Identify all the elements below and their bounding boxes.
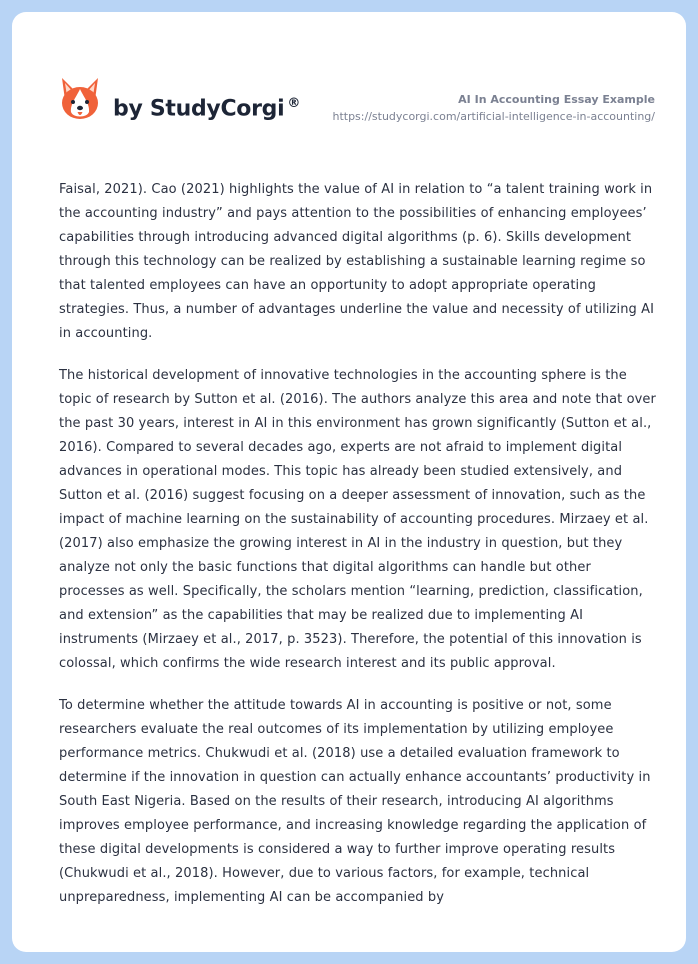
document-page	[12, 12, 686, 952]
document-title: AI In Accounting Essay Example	[458, 93, 655, 106]
corgi-logo-icon	[59, 76, 101, 122]
registered-mark: ®	[287, 96, 301, 111]
document-url[interactable]: https://studycorgi.com/artificial-intelligence-in-accounting/	[332, 110, 655, 123]
brand-name[interactable]	[113, 96, 300, 121]
essay-body	[59, 178, 659, 928]
paragraph: The historical development of innovative technologies in the accounting sphere is the topic of research by Sutton et al. (2016). The authors analyze this area and note that over the past 30 years, interest in AI in this environment has grown significantly (Sutton et al., 2016). Compared to several decades ago, experts are not afraid to implement digital advances in operational modes. This topic has already been studied extensively, and Sutton et al. (2016) suggest focusing on a deeper assessment of innovation, such as the impact of machine learning on the sustainability of accounting procedures. Mirzaey et al. (2017) also emphasize the growing interest in AI in the industry in question, but they analyze not only the basic functions that digital algorithms can handle but other processes as well. Specifically, the scholars mention “learning, prediction, classification, and extension” as the capabilities that may be realized due to implementing AI instruments (Mirzaey et al., 2017, p. 3523). Therefore, the potential of this innovation is colossal, which confirms the wide research interest and its public approval.	[59, 368, 656, 671]
paragraph: Faisal, 2021). Cao (2021) highlights the value of AI in relation to “a talent training work in the accounting industry” and pays attention to the possibilities of enhancing employees’ capabilities through introducing advanced digital algorithms (p. 6). Skills development through this technology can be realized by establishing a sustainable learning regime so that talented employees can have an opportunity to adopt appropriate operating strategies. Thus, a number of advantages underline the value and necessity of utilizing AI in accounting.	[59, 182, 655, 341]
document-header	[12, 12, 686, 162]
paragraph: To determine whether the attitude towards AI in accounting is positive or not, some researchers evaluate the real outcomes of its implementation by utilizing employee performance metrics. Chukwudi et al. (2018) use a detailed evaluation framework to determine if the innovation in question can actually enhance accountants’ productivity in South East Nigeria. Based on the results of their research, introducing AI algorithms improves employee performance, and increasing knowledge regarding the application of these digital developments is considered a way to further improve operating results (Chukwudi et al., 2018). However, due to various factors, for example, technical unpreparedness, implementing AI can be accompanied by	[59, 698, 651, 905]
brand-text: by StudyCorgi	[113, 96, 285, 122]
